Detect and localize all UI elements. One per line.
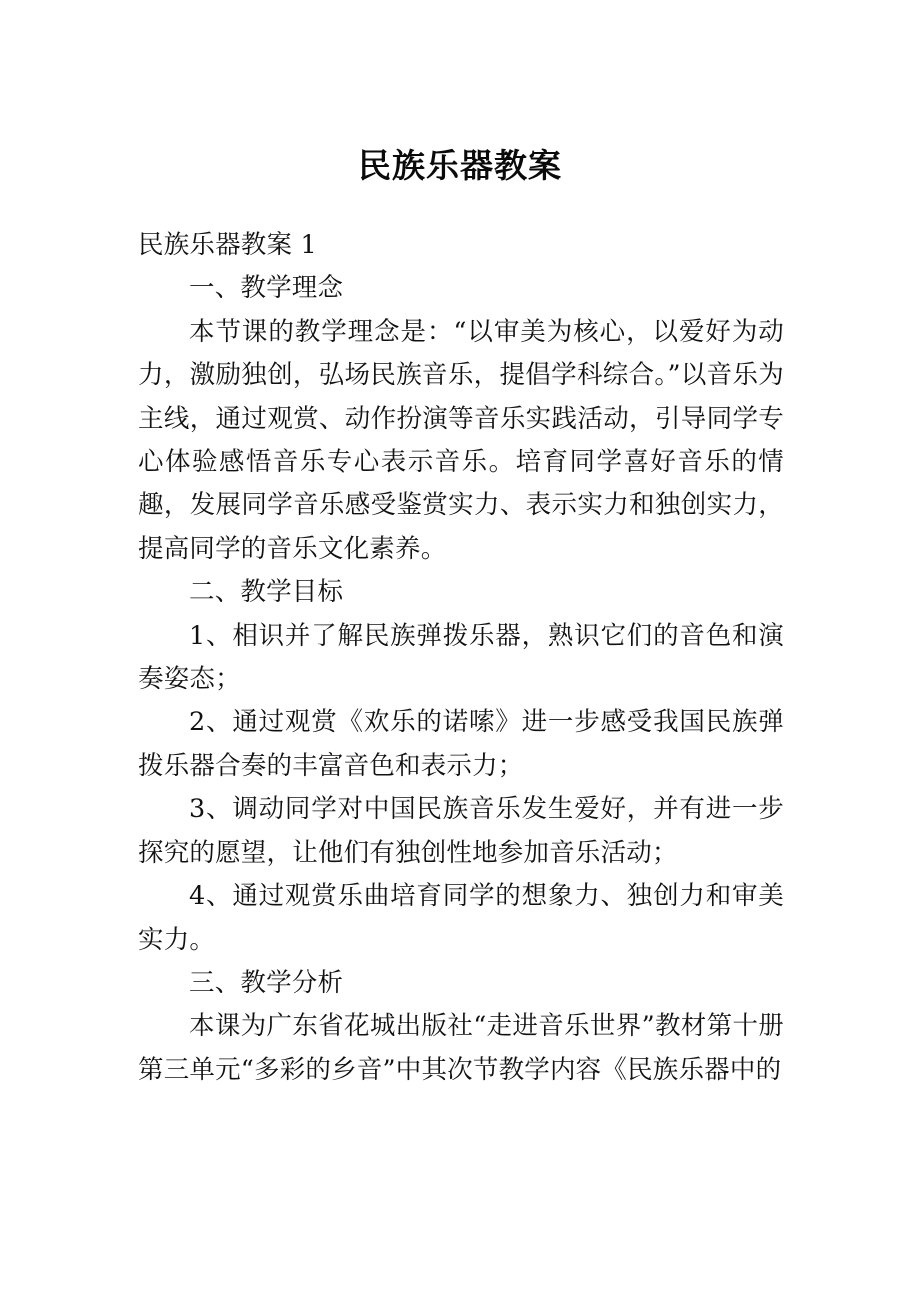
objective-2: 2、通过观赏《欢乐的诺嗦》进一步感受我国民族弹拨乐器合奏的丰富音色和表示力； bbox=[138, 707, 784, 781]
lesson-label: 民族乐器教案 1 bbox=[138, 230, 317, 260]
heading-1: 一、教学理念 bbox=[189, 273, 344, 304]
objective-3: 3、调动同学对中国民族音乐发生爱好，并有进一步探究的愿望，让他们有独创性地参加音乐活动； bbox=[138, 794, 784, 868]
document-body bbox=[138, 224, 784, 1092]
heading-2: 二、教学目标 bbox=[189, 577, 344, 608]
objective-4: 4、通过观赏乐曲培育同学的想象力、独创力和审美实力。 bbox=[138, 881, 784, 955]
philosophy-body: 本节课的教学理念是：“以审美为核心，以爱好为动力，激励独创，弘场民族音乐，提倡学科综合。”以音乐为主线，通过观赏、动作扮演等音乐实践活动，引导同学专心体验感悟音乐专心表示音乐。培育同学喜好音乐的情趣，发展同学音乐感受鉴赏实力、表示实力和独创实力，提高同学的音乐文化素养。 bbox=[138, 316, 784, 564]
page-title: 民族乐器教案 bbox=[358, 146, 562, 185]
analysis-body: 本课为广东省花城出版社“走进音乐世界”教材第十册第三单元“多彩的乡音”中其次节教学内容《民族乐器中的 bbox=[138, 1011, 784, 1085]
objective-1: 1、相识并了解民族弹拨乐器，熟识它们的音色和演奏姿态； bbox=[138, 620, 784, 695]
heading-3: 三、教学分析 bbox=[189, 967, 344, 998]
